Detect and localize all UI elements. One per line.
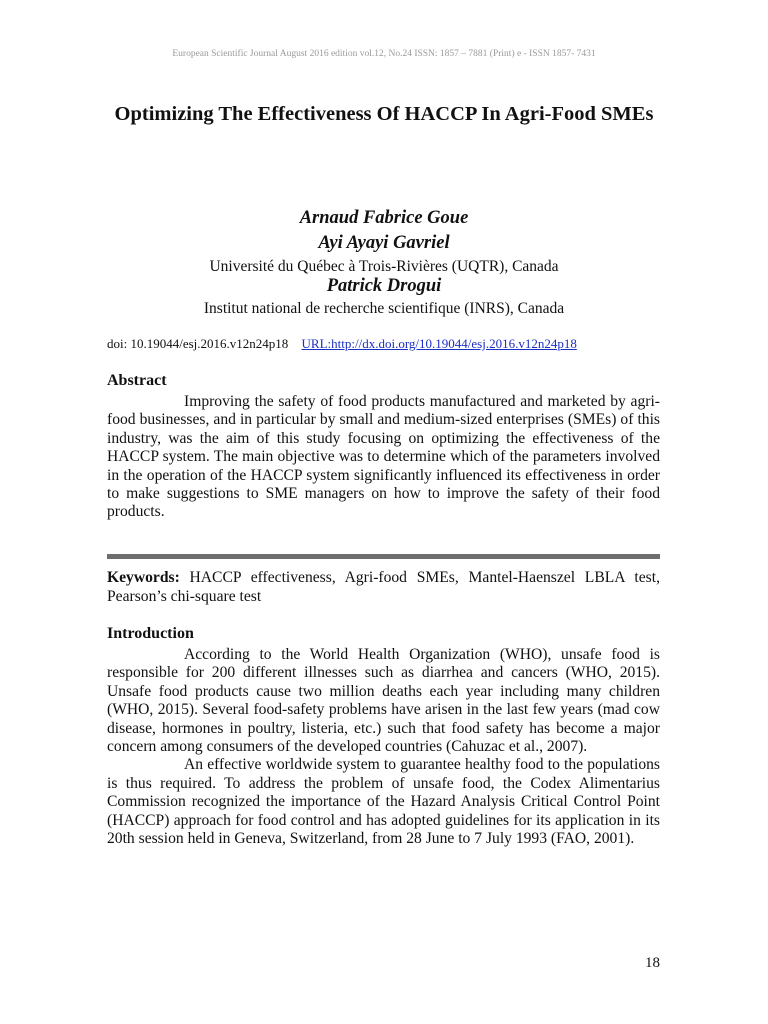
introduction-heading: Introduction	[107, 625, 194, 642]
doi-line	[107, 336, 577, 352]
introduction-paragraph: According to the World Health Organization (WHO), unsafe food is responsible for 200 different illnesses such as diarrhea and cancers (WHO, 2015). Unsafe food products cause two million deaths each year including many children (WHO, 2015). Several food-safety problems have arisen in the last few years (mad cow disease, hormones in poultry, listeria, etc.) such that food safety has become a major concern among consumers of the developed countries (Cahuzac et al., 2007).	[107, 646, 660, 756]
section-divider	[107, 554, 660, 559]
journal-header: European Scientific Journal August 2016 edition vol.12, No.24 ISSN: 1857 – 7881 (Print) e - ISSN 1857- 7431	[172, 49, 596, 59]
author-name: Patrick Drogui	[326, 276, 442, 296]
author-name: Ayi Ayayi Gavriel	[318, 233, 450, 253]
keywords-text: HACCP effectiveness, Agri-food SMEs, Mantel-Haenszel LBLA test, Pearson’s chi-square test	[107, 569, 660, 605]
abstract-paragraph: Improving the safety of food products manufactured and marketed by agri-food businesses, and in particular by small and medium-sized enterprises (SMEs) of this industry, was the aim of this study focusing on optimizing the effectiveness of the HACCP system. The main objective was to determine which of the parameters involved in the operation of the HACCP system significantly influenced its effectiveness in order to make suggestions to SME managers on how to improve the safety of their food products.	[107, 393, 660, 521]
author-affiliation: Institut national de recherche scientifique (INRS), Canada	[203, 300, 565, 317]
author-affiliation: Université du Québec à Trois-Rivières (UQTR), Canada	[209, 258, 559, 275]
introduction-text	[107, 646, 660, 848]
keywords-label: Keywords:	[107, 569, 180, 586]
doi-text: doi: 10.19044/esj.2016.v12n24p18	[107, 336, 289, 351]
page-number: 18	[645, 955, 660, 971]
author-name: Arnaud Fabrice Goue	[299, 208, 469, 228]
abstract-heading: Abstract	[107, 372, 167, 389]
keywords	[107, 568, 660, 606]
paper-title: Optimizing The Effectiveness Of HACCP In Agri-Food SMEs	[114, 103, 654, 125]
introduction-paragraph: An effective worldwide system to guarantee healthy food to the populations is thus required. To address the problem of unsafe food, the Codex Alimentarius Commission recognized the importance of the Hazard Analysis Critical Control Point (HACCP) approach for food control and has adopted guidelines for its application in its 20th session held in Geneva, Switzerland, from 28 June to 7 July 1993 (FAO, 2001).	[107, 756, 660, 848]
doi-url-link[interactable]: URL:http://dx.doi.org/10.19044/esj.2016.v12n24p18	[301, 336, 577, 351]
abstract-text	[107, 393, 660, 522]
